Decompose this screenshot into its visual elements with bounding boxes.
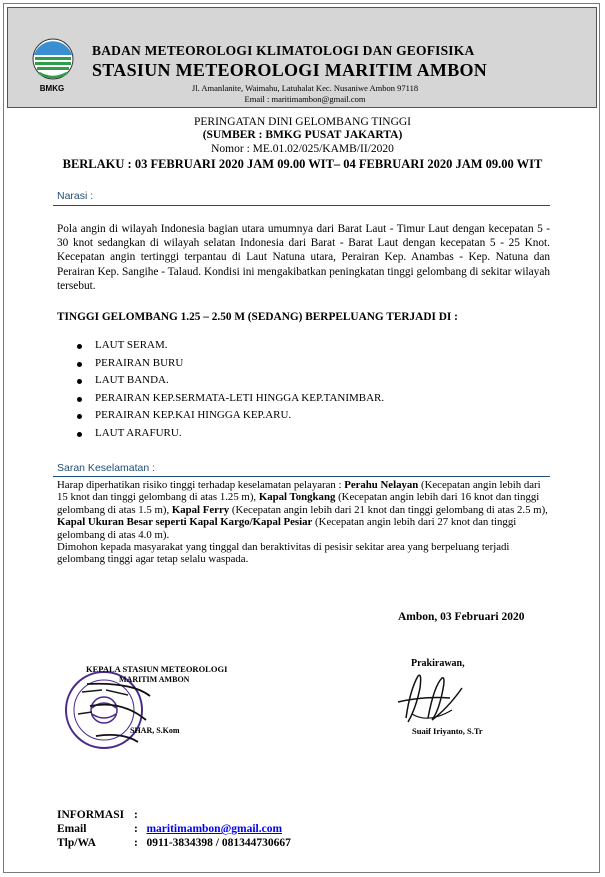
phone-label: Tlp/WA	[57, 837, 96, 849]
list-item: LAUT BANDA.	[75, 372, 384, 390]
wave-heading: TINGGI GELOMBANG 1.25 – 2.50 M (SEDANG) BERPELUANG TERJADI DI :	[57, 311, 458, 323]
phone-value	[141, 837, 291, 849]
email-label: Email	[57, 823, 87, 835]
safety-text	[57, 479, 550, 566]
narasi-label: Narasi :	[57, 190, 94, 202]
email-sep: :	[134, 823, 138, 835]
info-phone-row	[57, 837, 291, 849]
info-heading	[57, 809, 138, 821]
narasi-rule	[53, 205, 550, 206]
list-item: LAUT SERAM.	[75, 337, 384, 355]
vessel-3-desc: (Kecepatan angin lebih dari 21 knot dan tinggi gelombang di atas 2.5 m),	[231, 503, 548, 516]
info-label: INFORMASI	[57, 809, 125, 821]
email-link[interactable]: maritimambon@gmail.com	[146, 823, 283, 835]
place-date: Ambon, 03 Februari 2020	[398, 611, 525, 623]
head-title: KEPALA STASIUN METEOROLOGI	[86, 664, 228, 674]
header-address: Jl. Amanlanite, Waimahu, Latuhalat Kec. Nusaniwe Ambon 97118	[191, 83, 419, 93]
wave-area-list	[75, 337, 384, 442]
vessel-3-name: Kapal Ferry	[171, 503, 230, 516]
head-name: SHAR, S.Kom	[130, 726, 180, 735]
vessel-2-desc: (Kecepatan angin lebih dari 16 knot dan tinggi gelombang di atas 1.5 m),	[57, 491, 540, 516]
document-title: PERINGATAN DINI GELOMBANG TINGGI	[193, 116, 412, 128]
logo-label: BMKG	[39, 84, 65, 93]
list-item: PERAIRAN KEP.SERMATA-LETI HINGGA KEP.TANIMBAR.	[75, 390, 384, 408]
head-subtitle: MARITIM AMBON	[119, 675, 190, 684]
station-name: STASIUN METEOROLOGI MARITIM AMBON	[92, 60, 488, 80]
document-number: Nomor : ME.01.02/025/KAMB/II/2020	[211, 143, 394, 155]
vessel-2-name: Kapal Tongkang	[258, 491, 336, 504]
safety-rule	[53, 476, 550, 477]
header-email: Email : maritimambon@gmail.com	[244, 94, 366, 104]
document-source: (SUMBER : BMKG PUSAT JAKARTA)	[202, 129, 403, 141]
email-value	[141, 823, 282, 835]
narasi-text: Pola angin di wilayah Indonesia bagian utara umumnya dari Barat Laut - Timur Laut dengan kecepatan 5 - 30 knot sedangkan di wilayah selatan Indonesia dari Barat - Barat Laut dengan kecepatan 5 - 25 Knot. Kecepatan angin tertinggi terpantau di Laut Natuna utara, Perairan Kep. Anambas - Kep. Natuna dan Perairan Kep. Sangihe - Talaud. Kondisi ini mengakibatkan peningkatan tinggi gelombang di sekitar wilayah tersebut.	[57, 223, 550, 292]
agency-name: BADAN METEOROLOGI KLIMATOLOGI DAN GEOFISIKA	[92, 43, 475, 58]
list-item: PERAIRAN KEP.KAI HINGGA KEP.ARU.	[75, 407, 384, 425]
list-item: LAUT ARAFURU.	[75, 425, 384, 443]
vessel-4-name: Kapal Ukuran Besar seperti Kapal Kargo/Kapal Pesiar	[57, 516, 313, 529]
info-email-row	[57, 823, 282, 835]
vessel-1-name: Perahu Nelayan	[344, 479, 419, 491]
forecaster-signature-icon	[388, 668, 468, 728]
vessel-4-desc: (Kecepatan angin lebih dari 27 knot dan tinggi gelombang di atas 4.0 m).	[57, 516, 517, 541]
info-sep: :	[134, 809, 138, 821]
phone-sep: :	[134, 837, 138, 849]
safety-label: Saran Keselamatan :	[57, 462, 156, 474]
phone-text: 0911-3834398 / 081344730667	[146, 837, 291, 849]
forecaster-title: Prakirawan,	[411, 658, 465, 669]
bmkg-logo-icon	[29, 35, 77, 91]
forecaster-name: Suaif Iriyanto, S.Tr	[412, 726, 483, 736]
safety-intro: Harap diperhatikan risiko tinggi terhadap keselamatan pelayaran :	[57, 479, 342, 491]
validity-period: BERLAKU : 03 FEBRUARI 2020 JAM 09.00 WIT– 04 FEBRUARI 2020 JAM 09.00 WIT	[62, 157, 543, 171]
list-item: PERAIRAN BURU	[75, 355, 384, 373]
safety-closing: Dimohon kepada masyarakat yang tinggal dan beraktivitas di pesisir sekitar area yang berpeluang terjadi gelombang tinggi agar tetap selalu waspada.	[57, 541, 510, 566]
vessel-1-desc: (Kecepatan angin lebih dari 15 knot dan tinggi gelombang di atas 1.25 m),	[57, 479, 541, 504]
